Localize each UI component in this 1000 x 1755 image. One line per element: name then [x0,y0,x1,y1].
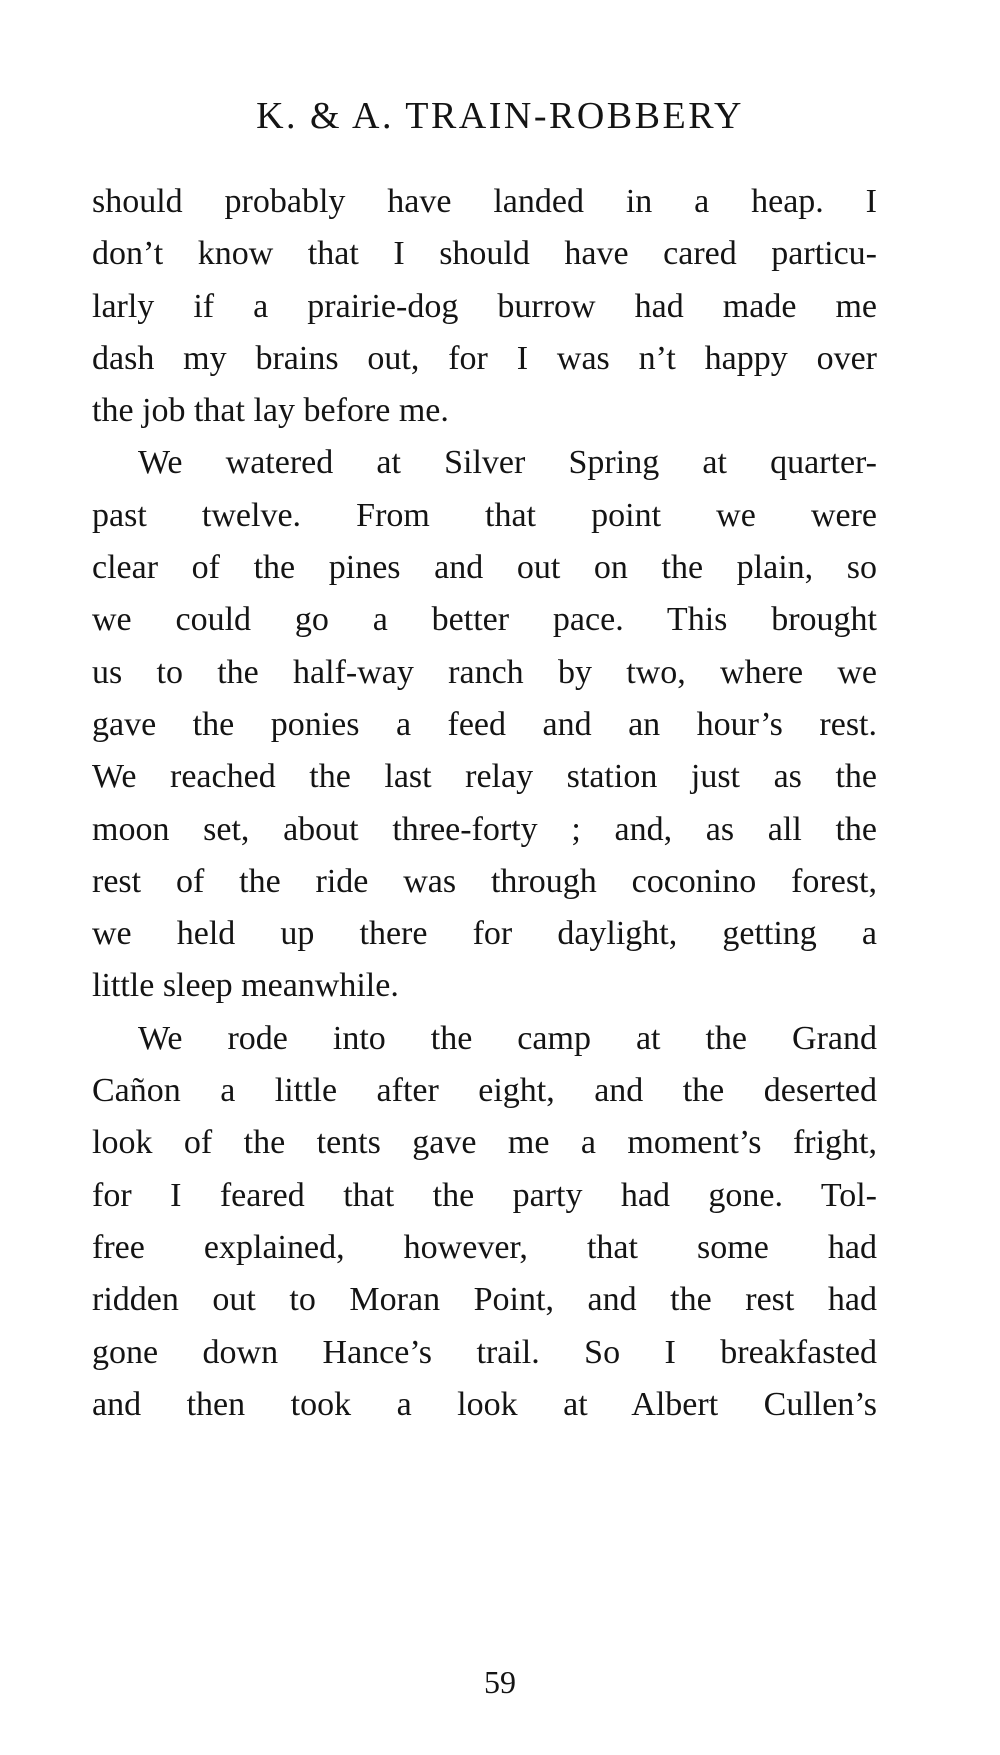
page-number: 59 [484,1664,516,1700]
text-line: past twelve. From that point we were [92,496,877,534]
text-line: larly if a prairie-dog burrow had made me [92,287,877,325]
text-line: clear of the pines and out on the plain, so [92,549,877,587]
text-line: gave the ponies a feed and an hour’s rest. [92,705,877,743]
text-line: and then took a look at Albert Cullen’s [92,1385,877,1423]
text-line: for I feared that the party had gone. Tol- [92,1176,877,1214]
text-line: gone down Hance’s trail. So I breakfasted [92,1333,877,1371]
body-text [92,176,877,1431]
text-line: rest of the ride was through coconino forest, [92,862,877,900]
text-line: Cañon a little after eight, and the deserted [92,1072,877,1110]
paragraph-first-line: We rode into the camp at the Grand [138,1019,877,1057]
text-line: ridden out to Moran Point, and the rest had [92,1281,877,1319]
text-line: should probably have landed in a heap. I [92,183,877,220]
text-line: the job that lay before me. [92,392,449,430]
paragraph-first-line: We watered at Silver Spring at quarter- [138,444,877,482]
text-line: we held up there for daylight, getting a [92,915,877,953]
text-line: us to the half-way ranch by two, where we [92,653,877,691]
running-title: K. & A. TRAIN-ROBBERY [256,95,744,137]
text-line: free explained, however, that some had [92,1228,877,1266]
text-line: We reached the last relay station just as the [92,758,877,796]
text-line: don’t know that I should have cared particu- [92,235,877,273]
text-line: look of the tents gave me a moment’s fright, [92,1124,877,1162]
text-line: we could go a better pace. This brought [92,601,877,639]
text-line: dash my brains out, for I was n’t happy over [92,339,877,377]
text-line: moon set, about three-forty ; and, as all the [92,810,877,848]
text-line: little sleep meanwhile. [92,967,399,1005]
